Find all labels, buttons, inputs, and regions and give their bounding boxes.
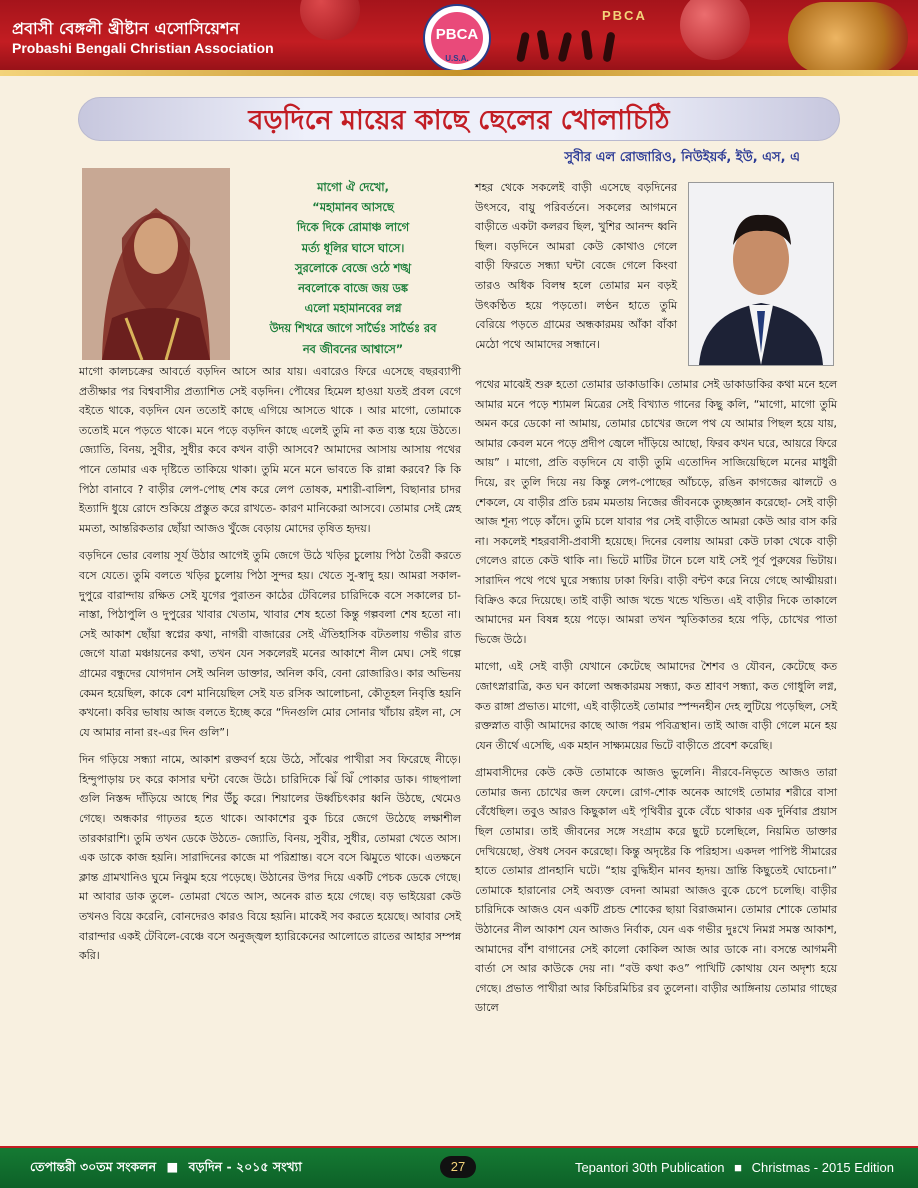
ornament-ball-decoration bbox=[680, 0, 750, 60]
page-number: 27 bbox=[440, 1156, 476, 1178]
paragraph: শহর থেকে সকলেই বাড়ী এসেছে বড়দিনের উৎসবে, বায়ু পরিবর্তনে। সকলের আগমনে বাড়ীতে একটা কলরব ছিল, খুশির আনন্দ ধ্বনি ছিল। বড়দিনে আমরা কেউ কোথাও গেলে বাড়ী ফিরতে সন্ধ্যা ঘন্টা বেজে গেলে কিংবা তারও অধিক বিলম্ব হলে তোমার মন বড়ই উৎকণ্ঠিত হয়ে পড়তো। লণ্ঠন হাতে তুমি বেরিয়ে পড়তে গ্রামের অন্ধকারময় আঁকা বাঁকা মেঠো পথে আমাদের সন্ধানে। bbox=[475, 181, 677, 351]
poem-line: নব জীবনের আশ্বাসে” bbox=[302, 342, 404, 356]
paragraph: বড়দিনে ভোর বেলায় সূর্য উঠার আগেই তুমি জেগে উঠে খড়ির চুলোয় পিঠা তৈরী করতে বসে যেতে। তুমি বলতে খড়ির চুলোয় পিঠা সুন্দর হয়। খেতে সু-স্বাদু হয়। আমরা সকাল-দুপুরে বারান্দায় রক্ষিত সেই যুগের পুরাতন কাঠের টেবিলের চারিদিকে বসে সকালের চা-নাস্তা, পিঠাপুলি ও দুপুরের খাবার খেতাম, খাবার শেষ হতো কিন্তু গল্পবলা শেষ হতো না। সেই আকাশ ছোঁয়া স্বপ্নের কথা, নাগরী বাজারের সেই ঐতিহাসিক বটতলায় গভীর রাত জেগে যাত্রা মঞ্চায়নের কথা, তখন যেন সকলেরই মনের আকাশে নীল মেঘ। সেই গল্পে গ্রামের বন্ধুদের যোগদান সেই অনিল ডাক্তার, অনিল কবি, বেনা রোজারিও। কার অভিনয় কেমন হয়েছিল, কাকে বেশ মানিয়েছিল সেই যত রসিক আলোচনা, কৌতূহল নিবৃত্তি হয়নি কখনো। কবির ভাষায় আজ বলতে ইচ্ছে করে “দিনগুলি মোর সোনার খাঁচায় রইল না, সে যে আমার নানা রং-এর দিন গুলি”। bbox=[79, 549, 461, 739]
poem-line: দিকে দিকে রোমাঞ্চ লাগে bbox=[296, 221, 410, 235]
right-top-text-column bbox=[475, 178, 677, 354]
mother-photo bbox=[82, 168, 230, 360]
poem-line: “মহামানব আসছে bbox=[312, 201, 394, 215]
article-title: বড়দিনে মায়ের কাছে ছেলের খোলাচিঠি bbox=[248, 105, 670, 136]
pbca-label: PBCA bbox=[602, 8, 647, 23]
paragraph: গ্রামবাসীদের কেউ কেউ তোমাকে আজও ভুলেনি। নীরবে-নিভৃতে আজও তারা তোমার জন্য চোখের জল ফেলে। রোগ-শোক অনেক আগেই তোমার শরীরে বাসা বেঁধেছিল। তবুও আরও কিছুকাল এই পৃথিবীর বুকে বেঁচে থাকার এক দুর্নিবার প্রয়াস ছিল তোমার। তাই জীবনের সঙ্গে সংগ্রাম করে ছুটে চলেছিলে, নিয়মিত ডাক্তার দেখিয়েছো, ঔষধ সেবন করেছো। কিন্তু অদৃষ্টের কি পরিহাস। একদল পাপিষ্ট সীমারের হাতে তোমার প্রানহানি ঘটে। “হায় বুদ্ধিহীন মানব হৃদয়। ভ্রান্তি কিছুতেই ঘোচেনা।” তোমাকে হারানোর সেই অব্যক্ত বেদনা আমরা আজও বুকে চেপে চলেছি। বাড়ীর চারিদিকে আজও যেন একটি প্রচন্ড শোকের ছায়া বিরাজমান। তোমার শোকে তোমার উঠানের নীল আকাশ যেন আজও নির্বাক, যেন এক গভীর দুঃখে নিমগ্ন সমস্ত আকাশ, আমাদের বাঁশ বাগানের সেই কালো কোকিল আজ আর ডাকে না। বসন্তে আগমনী বার্তা সে আর কাউকে দেয় না। “বউ কথা কও” পাখিটি কোথায় যেন অদৃশ্য হয়ে গেছে। প্রভাত পাখীরা আর কিচিরমিচির রব তুলেনা। বাড়ীর আঙ্গিনায় তোমার গাছের ডালে bbox=[475, 766, 837, 1015]
org-name-bengali: প্রবাসী বেঙ্গলী খ্রীষ্টান এসোসিয়েশন bbox=[12, 19, 240, 38]
org-name-english: Probashi Bengali Christian Association bbox=[12, 40, 274, 56]
poem-line: মর্ত্য ধূলির ঘাসে ঘাসে। bbox=[301, 241, 405, 255]
left-text-column bbox=[79, 362, 461, 974]
poem-line: নবলোকে বাজে জয় ডঙ্ক bbox=[298, 282, 408, 296]
paragraph: মাগো, এই সেই বাড়ী যেখানে কেটেছে আমাদের শৈশব ও যৌবন, কেটেছে কত জোৎস্নারাত্রি, কত ঘন কালো অন্ধকারময় সন্ধ্যা, কত শ্রাবণ সন্ধ্যা, কত গোধুলি লগ্ন, কত রাঙ্গা প্রভাত। মাগো, এই বাড়ীতেই তোমার স্পন্দনহীন দেহ লুটিয়ে পড়েছিল, সেই রক্তস্নাত বাড়ী আমাদের কাছে আজ পরম পবিত্রস্থান। তাই আজ বাড়ী গেলে মনে হয় যেন তীর্থে এসেছি, এক মহান সাক্ষ্যময়ের ভিটে বাড়ীতে প্রবেশ করেছি। bbox=[475, 660, 837, 752]
poem-line: মাগো ঐ দেখো, bbox=[317, 181, 389, 194]
paragraph: দিন গড়িয়ে সন্ধ্যা নামে, আকাশ রক্তবর্ণ হয়ে উঠে, সাঁঝের পাখীরা সব ফিরেছে নীড়ে। হিন্দুপাড়ায় ঢং করে কাসার ঘন্টা বেজে উঠে। চারিদিকে ঝিঁ ঝিঁ পোকার ডাক। গাছপালা গুলি নিস্তব্দ দাঁড়িয়ে আছে শির উঁচু করে। শিয়ালের উর্ধ্বচিৎকার ধ্বনি উঠছে, থেমেও গেছে। অন্ধকার গাঢ়তর হতে থাকে। আকাশের বুক চিরে জেগে উঠেছে লক্ষাশীল তারকারাশি। তুমি তখন ডেকে উঠতে- জ্যোতি, বিনয়, সুবীর, সুধীর, তোমরা খেতে আস। এক ডাকে কাজ হয়নি। সারাদিনের কাজে মা পরিশ্রান্ত। বসে বসে ঝিমুতে থাকে। এতক্ষনে ক্লান্ত গ্রামখানিও ঘুমে নিঝুম হয়ে পড়েছে। উঠানের উপর দিয়ে একটি পেচক ডেকে গেছে। মা আবার ডাক তুলে- তোমরা খেতে আস, অনেক রাত হয়ে গেছে। বড় ভাইয়েরা কেউ তখনও বিয়ে করেনি, বোনদেরও কারও বিয়ে হয়নি। মাকেই সব করতে হয়েছে। আবার সেই বারান্দার একই টেবিলে-বেঞ্চে বসে অনুজ্জ্বল হ্যারিকেনের আলোতে রাতের আহার সম্পন্ন করি। bbox=[79, 753, 461, 963]
ornament-ball-decoration bbox=[300, 0, 360, 40]
paragraph: মাগো কালচক্রের আবর্তে বড়দিন আসে আর যায়। এবারেও ফিরে এসেছে বছরব্যাপী প্রতীক্ষার পর বিশ্ববাসীর প্রত্যাশিত সেই বড়দিন। পৌষের হিমেল হাওয়া যতই প্রবল বেগে বইতে থাকে, বড়দিন যেন ততোই কাছে এগিয়ে আসতে থাকে । আর মাগো, তোমাকে ততোই মনে পড়তে থাকে। মনে পড়ে বড়দিন কাছে এলেই তুমি না কত ব্যস্ত হয়ে উঠতে। জ্যোতি, বিনয়, সুবীর, সুধীর কবে কখন বাড়ী আসবে? আমাদের আসায় আসায় পথের পানে তোমার এক দৃষ্টিতে তাকিয়ে থাকা। তুমি মনে মনে ভাবতে কি রান্না করবে? কি কি পিঠা বানাবে ? বাড়ীর লেপ-পোছ শেষ করে লেপ তোষক, মশারী-বালিশ, বিছানার চাদর ইত্যাদি ধুয়ে রোদে শুকিয়ে প্রস্তুত করে রাখতে- কারণ মানিকেরা আসবে। তোমার সেই স্নেহ মমতা, আন্তরিকতার ছোঁয়া আজও খুঁজে বেড়ায় মোদের তৃষিত হৃদয়। bbox=[79, 365, 461, 535]
runners-silhouette-icon bbox=[515, 26, 635, 66]
poem-line: সুরলোকে বেজে ওঠে শঙ্খ bbox=[295, 261, 411, 275]
footer-publication-english: Tepantori 30th Publication ■ Christmas - 2015 Edition bbox=[574, 1160, 894, 1175]
poem-line: এলো মহামানবের লগ্ন bbox=[304, 302, 402, 316]
poem-block bbox=[238, 178, 468, 360]
footer-bullet-icon: ■ bbox=[734, 1160, 743, 1175]
right-text-column bbox=[475, 375, 837, 1026]
footer-publication-bengali: তেপান্তরী ৩০তম সংকলন ■ বড়দিন - ২০১৫ সংখ্যা bbox=[30, 1159, 302, 1174]
pbca-logo: PBCA U.S.A. bbox=[423, 4, 491, 72]
header-divider bbox=[0, 70, 918, 76]
article-byline: সুবীর এল রোজারিও, নিউইয়র্ক, ইউ, এস, এ bbox=[564, 150, 800, 165]
gold-ornament-decoration bbox=[788, 2, 908, 74]
footer-bullet-icon: ■ bbox=[166, 1159, 179, 1174]
author-photo bbox=[688, 182, 834, 366]
poem-line: উদয় শিখরে জাগে সার্ভৈঃ সার্ভৈঃ রব bbox=[269, 322, 437, 336]
magazine-header bbox=[0, 0, 918, 76]
paragraph: পথের মাঝেই শুরু হতো তোমার ডাকাডাকি। তোমার সেই ডাকাডাকির কথা মনে হলে আমার মনে পড়ে শ্যামল মিত্রের সেই বিখ্যাত গানের কিছু কলি, “মাগো, মাগো তুমি অমন করে ডেকো না আমায়, তোমার চোখের জলে পথ যে আমার পিছল হয়ে যায়, আমার কেবল মনে পড়ে প্রদীপ জ্বেলে দাঁড়িয়ে আছো, ফিরব কখন ঘরে, আয়রে ফিরে আয়” । মাগো, প্রতি বড়দিনে যে বাড়ী তুমি এতোদিন সাজিয়েছিলে মনের মাধুরী দিয়ে, রং তুলি দিয়ে নয় কিন্তু লেপ-পোছের আঁচড়ে, রঙিন কাগজের ঝালটে ও শেকলে, যে বাড়ীর প্রতি চরম মমতায় নিজের জীবনকে তুচ্ছজ্ঞান করেছো- সেই বাড়ী আজ শূন্য পড়ে কাঁদে। তুমি চলে যাবার পর সেই বাড়ীতে আমরা কেউ আর বাস করি না। সকলেই শহরবাসী-প্রবাসী হয়েছে। দিনের বেলায় আমরা কেউ ঢাকা থেকে বাড়ী গেলেও রাতে কেউ থাকি না। ভিটে মাটির টানে চলে যাই সেই পূর্ব পুরুষের ভিটায়। সারাদিন পথে পথে ঘুরে সন্ধ্যায় ঢাকা ফিরি। বাড়ী বন্টণ করে নিয়ে গেছে আত্মীয়রা। বিক্রিও করে দিয়েছে। তাই বাড়ী আজ খন্ডে খন্ডে খন্ডিত। এই বাড়ীর দিকে তাকালে আমাদের মন বিষন্ন হয়ে পড়ে। আমরা তখন স্মৃতিকাতর হয়ে পড়ি, চোখের পাতা ভিজে উঠে। bbox=[475, 378, 837, 646]
